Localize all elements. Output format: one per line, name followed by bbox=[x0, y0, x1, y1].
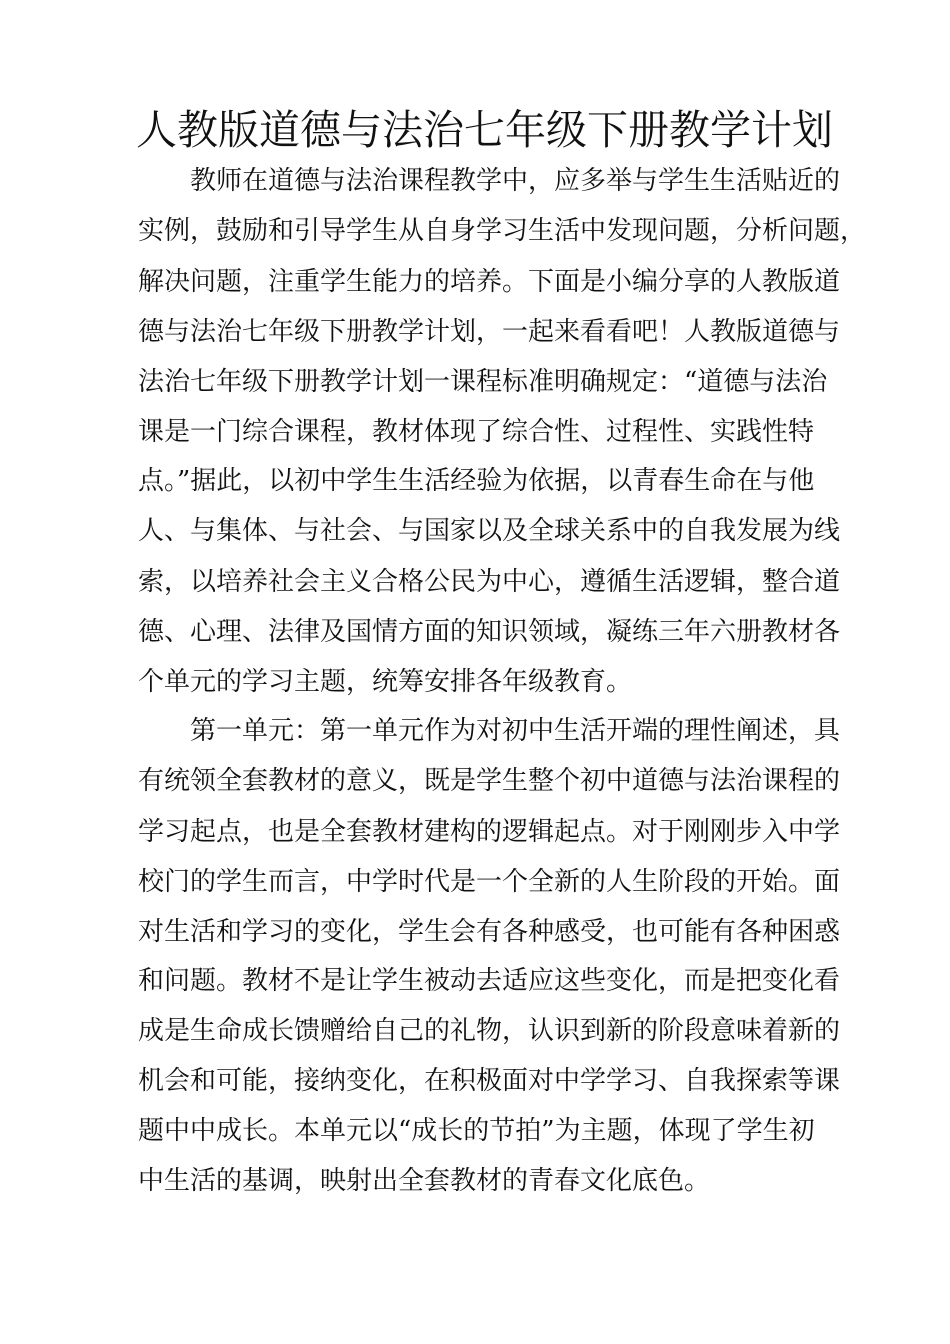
paragraph-line: 解决问题，注重学生能力的培养。下面是小编分享的人教版道 bbox=[138, 267, 841, 297]
paragraph-line: 有统领全套教材的意义，既是学生整个初中道德与法治课程的 bbox=[138, 766, 841, 796]
paragraph-line: 课是一门综合课程，教材体现了综合性、过程性、实践性特 bbox=[138, 417, 815, 447]
paragraph-line: 学习起点，也是全套教材建构的逻辑起点。对于刚刚步入中学 bbox=[138, 817, 841, 847]
paragraph-line: 点。”据此，以初中学生生活经验为依据，以青春生命在与他 bbox=[138, 466, 815, 496]
paragraph-line: 索，以培养社会主义合格公民为中心，遵循生活逻辑，整合道 bbox=[138, 567, 841, 597]
paragraph-line: 个单元的学习主题，统筹安排各年级教育。 bbox=[138, 667, 633, 697]
paragraph-line: 实例，鼓励和引导学生从自身学习生活中发现问题，分析问题， bbox=[138, 216, 867, 246]
paragraph-line: 校门的学生而言，中学时代是一个全新的人生阶段的开始。面 bbox=[138, 867, 841, 897]
paragraph-line: 成是生命成长馈赠给自己的礼物，认识到新的阶段意味着新的 bbox=[138, 1016, 841, 1046]
paragraph-line: 人、与集体、与社会、与国家以及全球关系中的自我发展为线 bbox=[138, 516, 841, 546]
paragraph-line: 和问题。教材不是让学生被动去适应这些变化，而是把变化看 bbox=[138, 966, 841, 996]
paragraph-line: 第一单元：第一单元作为对初中生活开端的理性阐述，具 bbox=[138, 716, 841, 746]
paragraph-line: 中生活的基调，映射出全套教材的青春文化底色。 bbox=[138, 1166, 711, 1196]
paragraph-line: 教师在道德与法治课程教学中，应多举与学生生活贴近的 bbox=[138, 166, 841, 196]
paragraph-line: 德与法治七年级下册教学计划，一起来看看吧！人教版道德与 bbox=[138, 317, 841, 347]
paragraph-line: 机会和可能，接纳变化，在积极面对中学学习、自我探索等课 bbox=[138, 1066, 841, 1096]
paragraph-line: 题中中成长。本单元以“成长的节拍”为主题，体现了学生初 bbox=[138, 1116, 815, 1146]
paragraph-line: 德、心理、法律及国情方面的知识领域，凝练三年六册教材各 bbox=[138, 617, 841, 647]
paragraph-line: 对生活和学习的变化，学生会有各种感受，也可能有各种困惑 bbox=[138, 917, 841, 947]
paragraph-line: 法治七年级下册教学计划一课程标准明确规定：“道德与法治 bbox=[138, 367, 828, 397]
document-title: 人教版道德与法治七年级下册教学计划 bbox=[136, 106, 833, 154]
